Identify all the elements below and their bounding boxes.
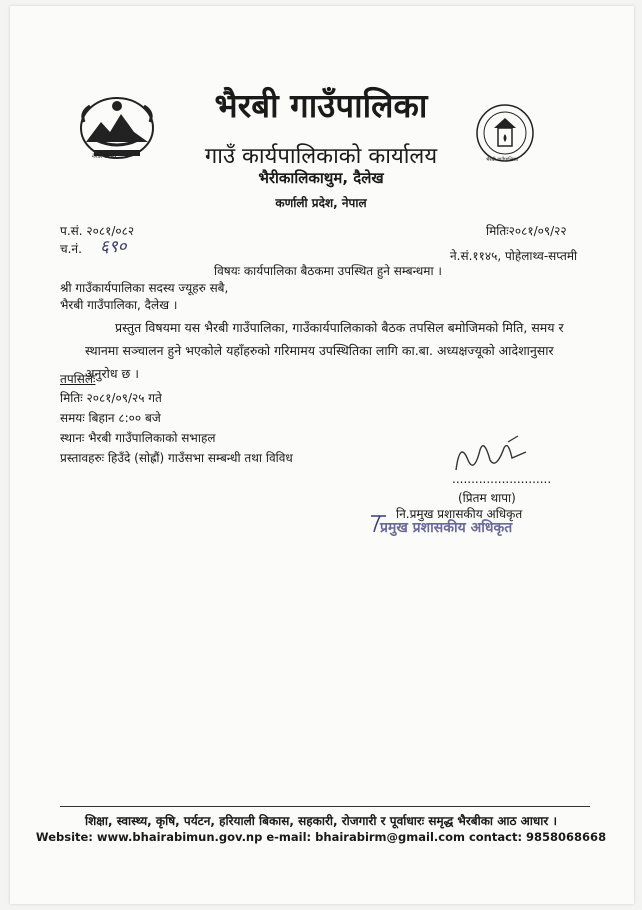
dispatch-number-handwritten: ६९० <box>100 237 127 257</box>
signatory-designation: नि.प्रमुख प्रशासकीय अधिकृत <box>396 507 523 521</box>
signatory-name: (प्रितम थापा) <box>458 491 516 505</box>
details-heading: तपसिलः <box>60 372 96 386</box>
municipality-title: भैरबी गाउँपालिका <box>214 86 428 125</box>
initial-mark-icon <box>368 510 390 536</box>
letter-date: मितिः२०८१/०९/२२ <box>486 224 567 238</box>
footer-motto: शिक्षा, स्वास्थ्य, कृषि, पर्यटन, हरियाली बिकास, सहकारी, रोजगारी र पूर्वाधारः समृद्ध भैरबीका आठ आधार । <box>84 814 558 828</box>
meeting-time: समयः बिहान ८:०० बजे <box>60 411 161 425</box>
meeting-date: मितिः २०८१/०९/२५ गते <box>60 391 162 405</box>
body-paragraph: प्रस्तुत विषयमा यस भैरबी गाउँपालिका, गाउँकार्यपालिकाको बैठक तपसिल बमोजिमको मिति, समय र स्थानमा सञ्चालन हुने भएकोले यहाँहरुको गरिमामय उपस्थितिका लागि का.बा. अध्यक्षज्यूको आदेशानुसार अनुरोध छ । <box>85 320 564 381</box>
subject-line: विषयः कार्यपालिका बैठकमा उपस्थित हुने सम्बन्धमा । <box>214 264 442 278</box>
signature-dots: .......................... <box>452 472 552 486</box>
meeting-venue: स्थानः भैरबी गाउँपालिकाको सभाहल <box>60 431 216 445</box>
seal-text: भैरबी गाउँपालिका <box>486 157 519 163</box>
recipient-line-2: भैरबी गाउँपालिका, दैलेख । <box>60 298 178 312</box>
official-stamp: प्रमुख प्रशासकीय अधिकृत <box>380 520 513 536</box>
office-name: गाउँ कार्यपालिकाको कार्यालय <box>204 144 438 169</box>
footer-divider <box>60 806 590 807</box>
address-line-1: भैरीकालिकाथुम, दैलेख <box>258 169 384 187</box>
letter-number: प.सं. २०८१/०८२ <box>60 224 135 238</box>
recipient-line-1: श्री गाउँकार्यपालिका सदस्य ज्यूहरु सबै, <box>60 281 229 295</box>
address-line-2: कर्णाली प्रदेश, नेपाल <box>275 196 367 210</box>
nepal-sambat-date: ने.सं.११४५, पोहेलाथ्व-सप्तमी <box>450 249 578 263</box>
meeting-agenda: प्रस्तावहरुः हिउँदे (सोह्रौं) गाउँसभा सम्बन्धी तथा विविध <box>60 451 293 465</box>
emblem-ribbon-text: नेपाल सरकार <box>92 154 117 160</box>
dispatch-label: च.नं. <box>60 242 82 256</box>
footer-contact: Website: www.bhairabimun.gov.np e-mail: bhairabirm@gmail.com contact: 9858068668 <box>35 830 607 844</box>
